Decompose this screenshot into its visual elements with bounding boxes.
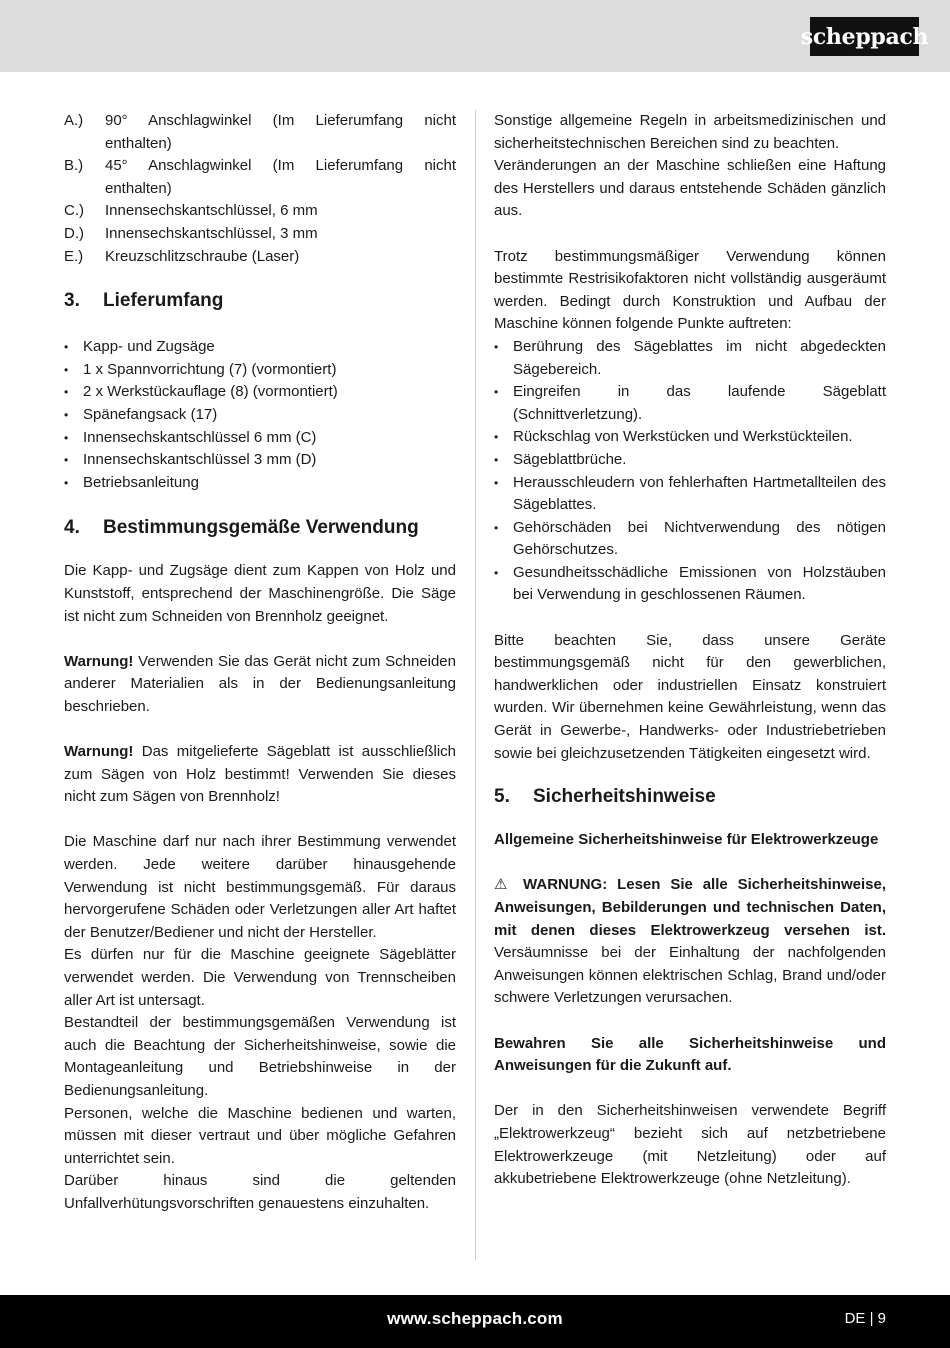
residual-risk-intro: Trotz bestimmungsmäßiger Verwendung können bestimmte Restrisikofaktoren nicht vollständig ausgeräumt werden. Bedingt durch Konstruktion und Aufbau der Maschine können folgende Punkte auftreten: xyxy=(494,247,886,333)
list-item: • Herausschleudern von fehlerhaften Hartmetallteilen des Sägeblattes. xyxy=(494,473,886,514)
warning-paragraph-2: Warnung! Das mitgelieferte Sägeblatt ist ausschließlich zum Sägen von Holz bestimmt! Verwenden Sie dieses nicht zum Sägen von Brennholz! xyxy=(64,743,456,806)
warning-triangle-icon: ⚠ xyxy=(494,876,514,894)
list-item: • Betriebsanleitung xyxy=(64,473,199,491)
body-paragraph: Darüber hinaus sind die geltenden Unfallverhütungsvorschriften genauestens einzuhalten. xyxy=(64,1172,456,1212)
list-item: • Gesundheitsschädliche Emissionen von Holzstäuben bei Verwendung in geschlossenen Räumen. xyxy=(494,563,886,604)
body-paragraph: Es dürfen nur für die Maschine geeignete Sägeblätter verwendet werden. Die Verwendung von Trennscheiben aller Art ist untersagt. xyxy=(64,946,456,1009)
page-header xyxy=(0,0,950,72)
list-item: C.) Innensechskantschlüssel, 6 mm xyxy=(64,202,318,220)
list-item: • Gehörschäden bei Nichtverwendung des nötigen Gehörschutzes. xyxy=(494,518,886,559)
list-item: B.) 45° Anschlagwinkel (Im Lieferumfang nicht enthalten) xyxy=(64,157,456,197)
page-footer xyxy=(0,1295,950,1348)
website-link[interactable]: www.scheppach.com xyxy=(387,1309,563,1328)
safety-subtitle: Allgemeine Sicherheitshinweise für Elektrowerkzeuge xyxy=(494,831,879,849)
list-item: E.) Kreuzschlitzschraube (Laser) xyxy=(64,247,300,265)
column-divider xyxy=(475,110,476,1260)
accessory-list xyxy=(64,110,456,268)
left-column xyxy=(64,110,456,1216)
term-definition-paragraph: Der in den Sicherheitshinweisen verwendete Begriff „Elektrowerkzeug“ bezieht sich auf netzbetriebene Elektrowerkzeuge (mit Netzleitung) oder auf akkubetriebene Elektrowerkzeuge (ohne Netzleitung). xyxy=(494,1102,886,1188)
list-item: • 1 x Spannvorrichtung (7) (vormontiert) xyxy=(64,360,337,378)
body-paragraph: Die Maschine darf nur nach ihrer Bestimmung verwendet werden. Jede weitere darüber hinausgehende Verwendung ist nicht bestimmungsgemäß. Für daraus hervorgerufene Schäden oder Verletzungen aller Art haftet der Benutzer/Bediener und nicht der Hersteller. xyxy=(64,833,456,941)
list-item: D.) Innensechskantschlüssel, 3 mm xyxy=(64,224,318,242)
warning-paragraph-1: Warnung! Verwenden Sie das Gerät nicht zum Schneiden anderer Materialien als in der Bedienungsanleitung beschrieben. xyxy=(64,652,456,715)
safety-warning-paragraph: ⚠ WARNUNG: Lesen Sie alle Sicherheitshinweise, Anweisungen, Bebilderungen und technischen Daten, mit denen dieses Elektrowerkzeug versehen ist. Versäumnisse bei der Einhaltung der nachfolgenden Anweisungen können elektrischen Schlag, Brand und/oder schwere Verletzungen verursachen. xyxy=(494,876,886,1007)
section-heading-4: 4. Bestimmungsgemäße Verwendung xyxy=(64,517,419,539)
list-item: • Eingreifen in das laufende Sägeblatt (Schnittverletzung). xyxy=(494,383,886,423)
section-heading-3: 3. Lieferumfang xyxy=(64,290,224,312)
list-item: • Innensechskantschlüssel 6 mm (C) xyxy=(64,428,317,446)
list-item: • Kapp- und Zugsäge xyxy=(64,338,215,356)
list-item: • Rückschlag von Werkstücken und Werkstückteilen. xyxy=(494,428,853,446)
list-item: • Sägeblattbrüche. xyxy=(494,450,627,468)
list-item: • 2 x Werkstückauflage (8) (vormontiert) xyxy=(64,383,338,401)
intended-use-paragraph: Die Kapp- und Zugsäge dient zum Kappen von Holz und Kunststoff, entsprechend der Maschinengröße. Die Säge ist nicht zum Schneiden von Brennholz geeignet. xyxy=(64,562,456,625)
keep-instructions-paragraph: Bewahren Sie alle Sicherheitshinweise und Anweisungen für die Zukunft auf. xyxy=(494,1034,886,1075)
body-paragraph: Personen, welche die Maschine bedienen und warten, müssen mit dieser vertraut und über mögliche Gefahren unterrichtet sein. xyxy=(64,1104,456,1167)
delivery-list xyxy=(64,336,456,494)
list-item: A.) 90° Anschlagwinkel (Im Lieferumfang nicht enthalten) xyxy=(64,112,456,152)
residual-risk-list xyxy=(494,336,886,607)
commercial-use-paragraph: Bitte beachten Sie, dass unsere Geräte bestimmungsgemäß nicht für den gewerblichen, handwerklichen oder industriellen Einsatz konstruiert wurden. Wir übernehmen keine Gewährleistung, wenn das Gerät in Gewerbe-, Handwerks- oder Industriebetrieben sowie bei gleichzusetzenden Tätigkeiten eingesetzt wird. xyxy=(494,631,886,762)
body-paragraph: Veränderungen an der Maschine schließen eine Haftung des Herstellers und daraus entstehende Schäden gänzlich aus. xyxy=(494,157,886,220)
right-column xyxy=(494,110,886,1191)
section-heading-5: 5. Sicherheitshinweise xyxy=(494,786,716,808)
body-paragraph: Bestandteil der bestimmungsgemäßen Verwendung ist auch die Beachtung der Sicherheitshinweise, sowie die Montageanleitung und Betriebshinweise in der Bedienungsanleitung. xyxy=(64,1014,456,1099)
body-paragraph: Sonstige allgemeine Regeln in arbeitsmedizinischen und sicherheitstechnischen Bereichen sind zu beachten. xyxy=(494,112,886,152)
list-item: • Spänefangsack (17) xyxy=(64,405,218,423)
list-item: • Berührung des Sägeblattes im nicht abgedeckten Sägebereich. xyxy=(494,337,886,378)
scheppach-logo: scheppach xyxy=(810,17,919,56)
list-item: • Innensechskantschlüssel 3 mm (D) xyxy=(64,451,317,469)
page-number: DE | 9 xyxy=(844,1310,886,1327)
